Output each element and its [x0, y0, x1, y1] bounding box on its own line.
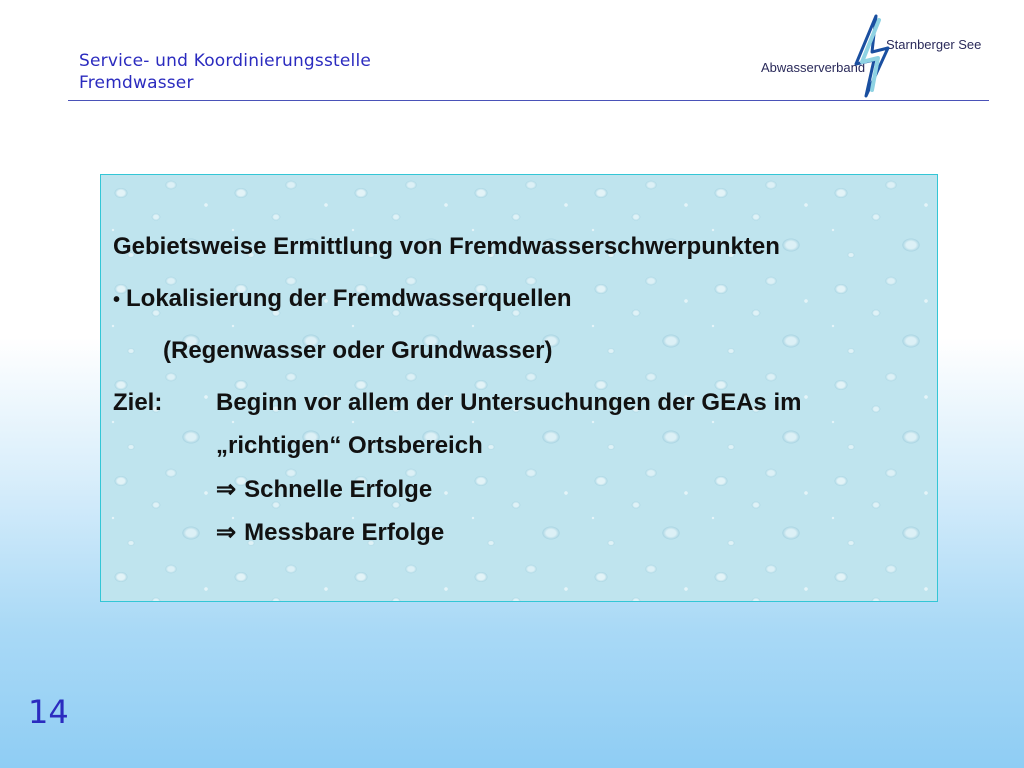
goal-label: Ziel: [113, 389, 163, 416]
implies-arrow-icon: ⇒ [216, 476, 237, 503]
result-text-1: Schnelle Erfolge [244, 476, 433, 503]
content-heading: Gebietsweise Ermittlung von Fremdwasserschwerpunkten [113, 233, 780, 260]
bullet-icon: • [113, 289, 121, 311]
bullet-item [113, 285, 572, 313]
goal-line1: Beginn vor allem der Untersuchungen der GEAs im [216, 389, 802, 416]
page-number: 14 [28, 693, 69, 731]
result-item-2 [216, 518, 444, 547]
logo-place-name: Starnberger See [886, 37, 982, 52]
header-title-line1: Service- und Koordinierungsstelle [79, 51, 372, 71]
result-text-2: Messbare Erfolge [244, 519, 445, 546]
header-title [79, 50, 371, 94]
header-title-line2: Fremdwasser [79, 73, 194, 93]
result-item-1 [216, 475, 432, 504]
content-panel [100, 174, 938, 602]
header-divider [68, 100, 989, 101]
goal-line2: „richtigen“ Ortsbereich [216, 432, 483, 459]
bullet-text: Lokalisierung der Fremdwasserquellen [126, 285, 572, 312]
logo-org-name: Abwasserverband [761, 60, 866, 75]
bullet-subtext: (Regenwasser oder Grundwasser) [163, 337, 553, 364]
implies-arrow-icon: ⇒ [216, 519, 237, 546]
lake-lightning-logo-icon [848, 12, 908, 100]
